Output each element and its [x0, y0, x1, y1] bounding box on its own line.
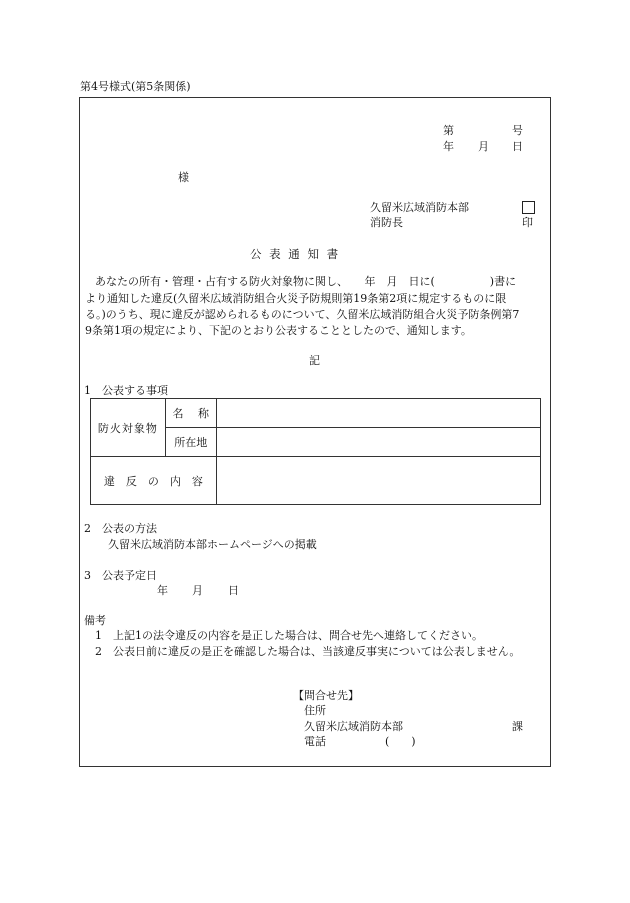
contact-org: 久留米広域消防本部 [304, 720, 403, 733]
sender-title: 消防長 [370, 216, 403, 229]
subject-label: 防火対象物 [97, 421, 158, 435]
section3-month: 月 [192, 584, 203, 597]
body-line-1: あなたの所有・管理・占有する防火対象物に関し、 年 月 日に( )書に [95, 275, 517, 288]
remark-item-1: 1 上記1の法令違反の内容を是正した場合は、問合せ先へ連絡してください。 [95, 629, 483, 642]
violation-value-cell[interactable] [216, 457, 540, 505]
location-value-cell[interactable] [216, 428, 540, 457]
remark-item-2: 2 公表日前に違反の是正を確認した場合は、当該違反事実については公表しません。 [95, 645, 521, 658]
location-label: 所在地 [174, 436, 208, 449]
remarks-heading: 備考 [84, 614, 106, 627]
doc-number-prefix: 第 [443, 124, 454, 137]
date-year: 年 [443, 140, 454, 153]
name-label: 名 称 [172, 407, 210, 420]
section3-heading: 3 公表予定日 [84, 569, 157, 582]
contact-address-label: 住所 [304, 704, 326, 717]
notice-title: 公 表 通 知 書 [250, 247, 341, 261]
section3-day: 日 [228, 584, 239, 597]
items-table [90, 398, 541, 505]
addressee-suffix: 様 [178, 171, 189, 184]
contact-heading: 【問合せ先】 [293, 689, 359, 702]
seal-mark: 印 [522, 216, 533, 229]
date-day: 日 [512, 140, 523, 153]
violation-label-cell [91, 457, 217, 505]
doc-number-suffix: 号 [512, 124, 523, 137]
form-title: 第4号様式(第5条関係) [80, 80, 191, 93]
contact-phone-label: 電話 [304, 735, 326, 748]
name-value-cell[interactable] [216, 399, 540, 428]
body-line-4: 9条第1項の規定により、下記のとおり公表することとしたので、通知します。 [85, 324, 472, 337]
seal-box [522, 201, 535, 214]
date-month: 月 [478, 140, 489, 153]
location-label-cell [165, 428, 216, 457]
sender-org: 久留米広域消防本部 [370, 201, 469, 214]
subject-label-cell [91, 399, 166, 457]
ki-mark: 記 [309, 354, 320, 367]
section3-year: 年 [157, 584, 168, 597]
section2-content: 久留米広域消防本部ホームページへの掲載 [108, 538, 317, 551]
violation-label: 違 反 の 内 容 [103, 474, 203, 488]
name-label-cell [165, 399, 216, 428]
contact-phone-parens: ( ) [385, 735, 416, 748]
section1-heading: 1 公表する事項 [84, 384, 168, 397]
body-line-3: る。)のうち、現に違反が認められるものについて、久留米広域消防組合火災予防条例第7 [85, 308, 520, 321]
body-line-2: より通知した違反(久留米広域消防組合火災予防規則第19条第2項に規定するものに限 [85, 292, 507, 305]
section2-heading: 2 公表の方法 [84, 522, 157, 535]
contact-section-suffix: 課 [512, 720, 523, 733]
